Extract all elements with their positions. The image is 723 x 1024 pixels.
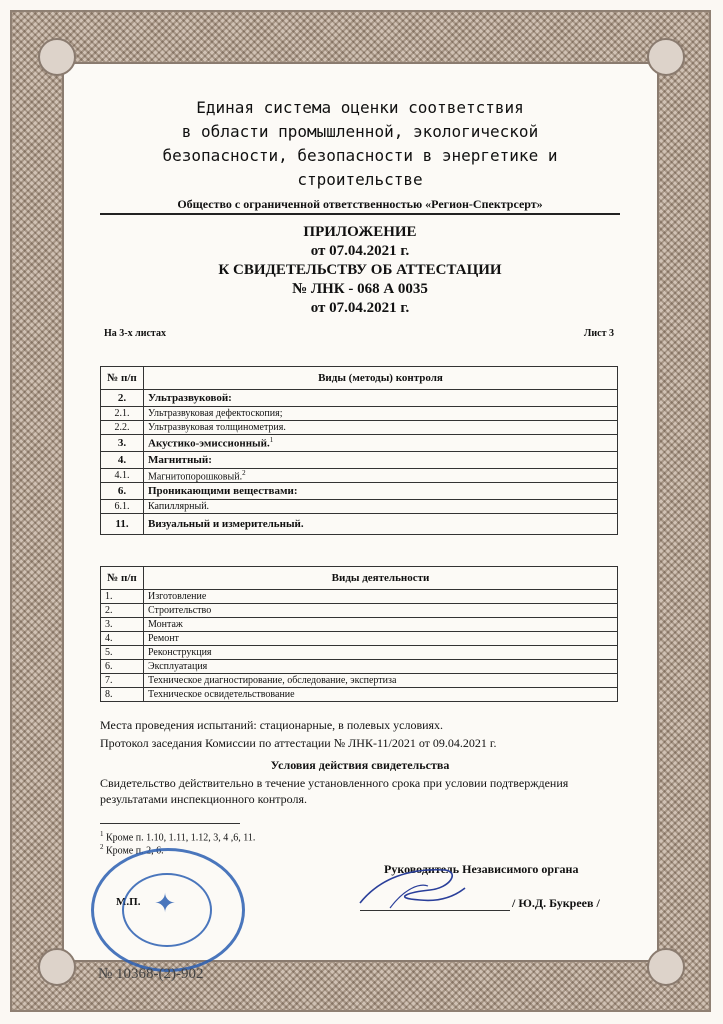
conditions-text-2: результатами инспекционного контроля. (100, 792, 308, 806)
eagle-emblem-icon: ✦ (154, 889, 176, 918)
table-row (101, 632, 618, 646)
row-text: Эксплуатация (144, 660, 618, 674)
footnote-text: Кроме п. 1.10, 1.11, 1.12, 3, 4 ,6, 11. (106, 832, 256, 844)
row-text: Магнитный: (144, 452, 618, 469)
certificate-date: от 07.04.2021 г. (310, 300, 410, 316)
row-number: 5. (101, 646, 144, 660)
organization-underline (100, 213, 620, 215)
conditions-title: Условия действия свидетельства (270, 758, 450, 772)
corner-ornament (647, 38, 685, 76)
system-title-line: в области промышленной, экологической (181, 122, 539, 141)
table-row (101, 483, 618, 500)
row-text: Проникающими веществами: (144, 483, 618, 500)
row-text-value: Акустико-эмиссионный. (148, 437, 270, 450)
signatory-role: Руководитель Независимого органа (384, 862, 579, 876)
certificate-number: № ЛНК - 068 А 0035 (292, 281, 428, 297)
column-header-activities: Виды деятельности (144, 567, 618, 590)
table-row (101, 435, 618, 452)
table-row (101, 660, 618, 674)
footnote-mark: 2 (100, 843, 104, 851)
row-number: 3. (101, 618, 144, 632)
row-number: 3. (101, 435, 144, 452)
corner-ornament (38, 948, 76, 986)
row-number: 6.1. (101, 500, 144, 514)
row-text: Монтаж (144, 618, 618, 632)
row-number: 2. (101, 604, 144, 618)
footnote-mark: 1 (100, 830, 104, 838)
row-text: Техническое освидетельствование (144, 688, 618, 702)
row-number: 2.2. (101, 421, 144, 435)
row-number: 4.1. (101, 469, 144, 483)
seal-place: М.П. (116, 896, 141, 908)
footnote-1 (100, 830, 255, 843)
title-date: от 07.04.2021 г. (310, 243, 410, 259)
handwritten-signature (350, 858, 470, 918)
table-row (101, 604, 618, 618)
row-number: 4. (101, 632, 144, 646)
corner-ornament (647, 948, 685, 986)
row-number: 4. (101, 452, 144, 469)
footnote-ref: 1 (269, 436, 274, 445)
system-title (90, 96, 630, 192)
row-text: Ультразвуковая дефектоскопия; (144, 407, 618, 421)
column-header-number: № п/п (101, 567, 144, 590)
table-row (101, 469, 618, 483)
table-row (101, 674, 618, 688)
table-row (101, 407, 618, 421)
title-line: ПРИЛОЖЕНИЕ (303, 224, 417, 240)
table-row (101, 590, 618, 604)
organization-name: Общество с ограниченной ответственностью «Регион-Спектрсерт» (177, 197, 543, 211)
form-number: № 10368-(2)-902 (98, 966, 204, 982)
document-title (100, 223, 620, 318)
row-text (144, 469, 618, 483)
table-row (101, 421, 618, 435)
row-number: 2.1. (101, 407, 144, 421)
row-number: 2. (101, 390, 144, 407)
column-header-number: № п/п (101, 367, 144, 390)
table-row (101, 514, 618, 535)
row-number: 11. (101, 514, 144, 535)
row-number: 7. (101, 674, 144, 688)
row-text: Изготовление (144, 590, 618, 604)
row-number: 6. (101, 660, 144, 674)
row-number: 6. (101, 483, 144, 500)
row-text (144, 435, 618, 452)
row-text: Капиллярный. (144, 500, 618, 514)
commission-protocol: Протокол заседания Комиссии по аттестации № ЛНК-11/2021 от 09.04.2021 г. (100, 736, 497, 750)
row-number: 1. (101, 590, 144, 604)
corner-ornament (38, 38, 76, 76)
signatory-name: / Ю.Д. Букреев / (512, 896, 600, 910)
table-row (101, 500, 618, 514)
methods-table (100, 366, 618, 535)
row-text: Ультразвуковой: (144, 390, 618, 407)
row-text: Визуальный и измерительный. (144, 514, 618, 535)
row-text-value: Магнитопорошковый. (148, 471, 243, 483)
column-header-methods: Виды (методы) контроля (144, 367, 618, 390)
footnote-ref: 2 (242, 469, 246, 477)
row-number: 8. (101, 688, 144, 702)
row-text: Строительство (144, 604, 618, 618)
sheet-number: Лист 3 (583, 328, 614, 339)
table-row (101, 390, 618, 407)
row-text: Ремонт (144, 632, 618, 646)
system-title-line: строительстве (297, 170, 423, 189)
footnote-separator (100, 823, 240, 824)
conditions-text-1: Свидетельство действительно в течение установленного срока при условии подтверждения (100, 776, 569, 790)
title-line: К СВИДЕТЕЛЬСТВУ ОБ АТТЕСТАЦИИ (218, 262, 502, 278)
system-title-line: безопасности, безопасности в энергетике и (162, 146, 558, 165)
table-row (101, 452, 618, 469)
table-row (101, 646, 618, 660)
table-row (101, 688, 618, 702)
table-row (101, 618, 618, 632)
system-title-line: Единая система оценки соответствия (196, 98, 524, 117)
activities-table (100, 566, 618, 702)
row-text: Реконструкция (144, 646, 618, 660)
footnote-text: Кроме п. 2, 6. (106, 845, 164, 857)
row-text: Ультразвуковая толщинометрия. (144, 421, 618, 435)
row-text: Техническое диагностирование, обследование, экспертиза (144, 674, 618, 688)
test-places: Места проведения испытаний: стационарные, в полевых условиях. (100, 718, 444, 732)
total-sheets: На 3-х листах (104, 328, 166, 339)
organization-seal (91, 848, 245, 972)
